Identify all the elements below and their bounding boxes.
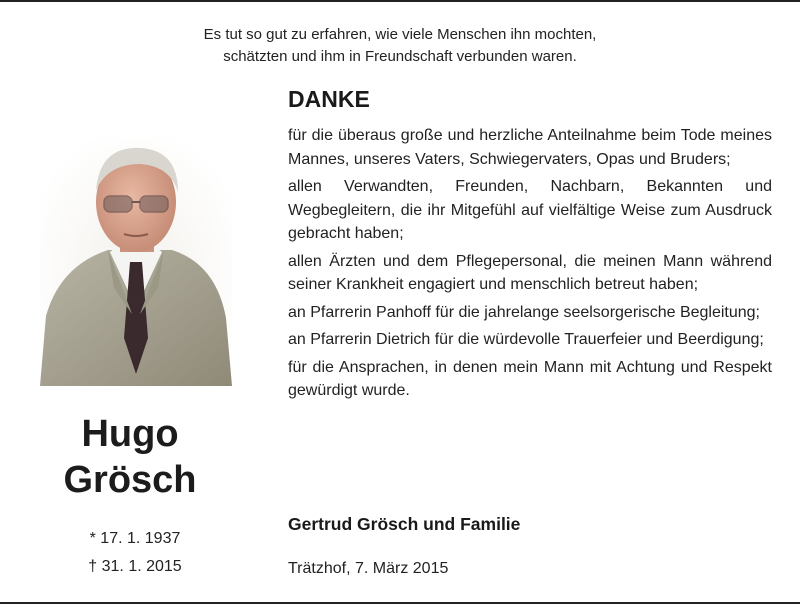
heading-danke: DANKE <box>288 86 370 112</box>
intro-line-1: Es tut so gut zu erfahren, wie viele Menschen ihn mochten, <box>203 26 597 43</box>
thanks-paragraph: für die überaus große und herzliche Anteilnahme beim Tode meines Mannes, unseres Vaters, Schwiegervaters, Opas und Bruders; <box>288 127 772 168</box>
portrait-photo <box>40 138 232 386</box>
thanks-paragraph: an Pfarrerin Dietrich für die würdevolle Trauerfeier und Beerdigung; <box>288 331 764 348</box>
family-signature: Gertrud Grösch und Familie <box>288 514 521 534</box>
deceased-last-name: Grösch <box>63 459 197 501</box>
place-and-date: Trätzhof, 7. März 2015 <box>288 560 449 577</box>
thanks-paragraph: allen Verwandten, Freunden, Nachbarn, Bekannten und Wegbegleitern, die ihr Mitgefühl auf vielfältige Weise zum Ausdruck gebracht haben; <box>288 178 772 242</box>
birth-date: * 17. 1. 1937 <box>89 530 181 547</box>
deceased-first-name: Hugo <box>81 413 179 455</box>
thanks-paragraph: an Pfarrerin Panhoff für die jahrelange seelsorgerische Begleitung; <box>288 303 760 321</box>
death-date: † 31. 1. 2015 <box>88 558 182 575</box>
intro-line-2: schätzten und ihm in Freundschaft verbunden waren. <box>223 48 577 65</box>
thanks-paragraph: allen Ärzten und dem Pflegepersonal, die meinen Mann während seiner Krankheit engagiert und menschlich betreut haben; <box>288 252 772 293</box>
thanks-body <box>288 124 772 407</box>
thanks-paragraph: für die Ansprachen, in denen mein Mann mit Achtung und Respekt gewürdigt wurde. <box>288 358 772 399</box>
intro-text <box>0 24 800 68</box>
